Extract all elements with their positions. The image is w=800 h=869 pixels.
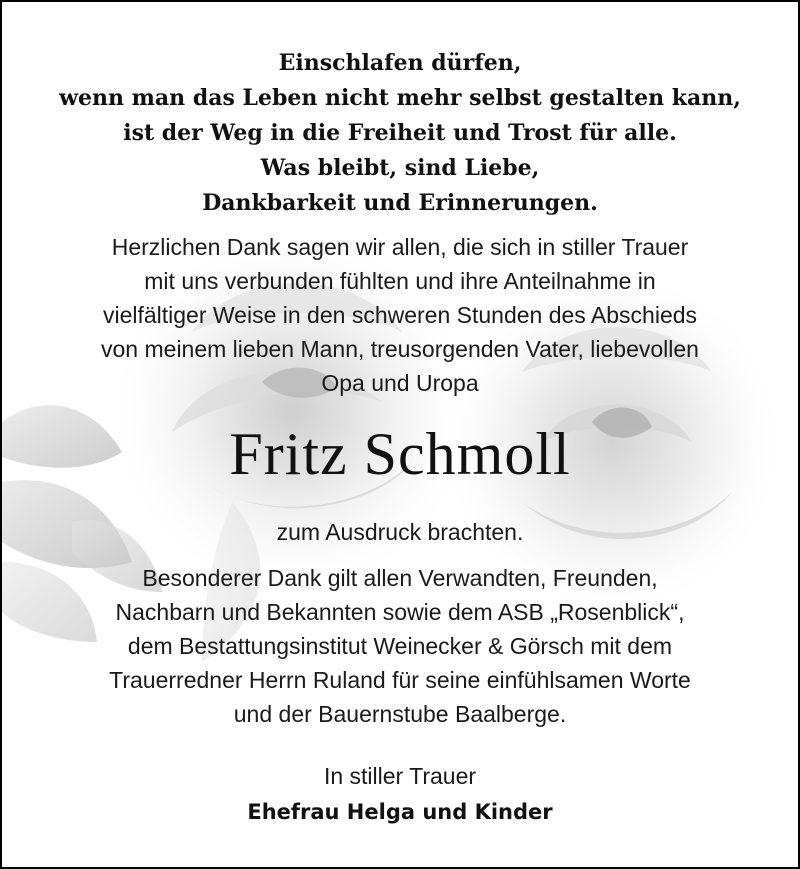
poem-line-1: Einschlafen dürfen, (278, 50, 522, 76)
poem-line-5: Dankbarkeit und Erinnerungen. (202, 190, 598, 216)
signature-names: Ehefrau Helga und Kinder (247, 800, 553, 824)
thanks-line-1: Herzlichen Dank sagen wir allen, die sich in stiller Trauer (111, 234, 689, 260)
expression-line: zum Ausdruck brachten. (276, 519, 524, 545)
poem-line-4: Was bleibt, sind Liebe, (260, 155, 540, 181)
thanks-line-4: von meinem lieben Mann, treusorgenden Vater, liebevollen (101, 336, 699, 362)
thanks-line-3: vielfältiger Weise in den schweren Stunden des Abschieds (102, 302, 698, 328)
special-thanks-line-5: und der Bauernstube Baalberge. (233, 701, 567, 727)
poem-line-2: wenn man das Leben nicht mehr selbst gestalten kann, (59, 85, 741, 111)
deceased-name: Fritz Schmoll (229, 421, 571, 487)
poem-line-3: ist der Weg in die Freiheit und Trost für alle. (123, 120, 677, 146)
obituary-text (2, 2, 798, 867)
thanks-line-5: Opa und Uropa (321, 370, 479, 396)
special-thanks-line-4: Trauerredner Herrn Ruland für seine einfühlsamen Worte (109, 667, 691, 693)
special-thanks-line-3: dem Bestattungsinstitut Weinecker & Görsch mit dem (127, 633, 673, 659)
thanks-line-2: mit uns verbunden fühlten und ihre Anteilnahme in (144, 268, 656, 294)
special-thanks-line-1: Besonderer Dank gilt allen Verwandten, Freunden, (142, 565, 658, 591)
signature-intro: In stiller Trauer (323, 763, 477, 789)
special-thanks-line-2: Nachbarn und Bekannten sowie dem ASB „Rosenblick“, (115, 599, 685, 625)
